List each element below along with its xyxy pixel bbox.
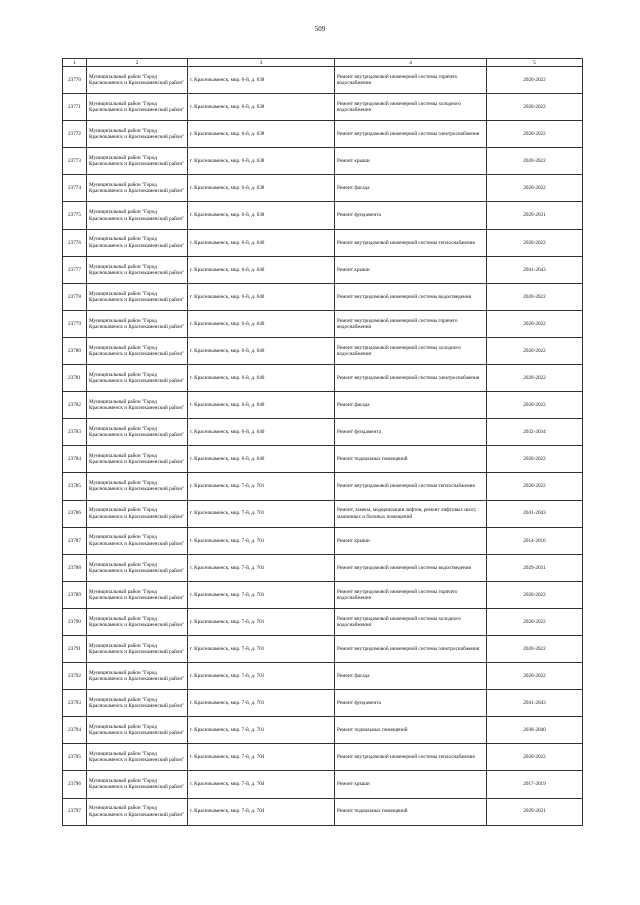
period-cell: 2020-2022	[487, 67, 583, 94]
row-number: 23770	[63, 67, 87, 94]
work-type-cell: Ремонт внутридомовой инженерной системы горячего водоснабжения	[335, 310, 487, 337]
address-cell: г. Краснокаменск, мкр. 7-й, д. 701	[188, 717, 335, 744]
address-cell: г. Краснокаменск, мкр. 6-й, д. 640	[188, 229, 335, 256]
address-cell: г. Краснокаменск, мкр. 7-й, д. 704	[188, 798, 335, 825]
period-cell: 2020-2022	[487, 365, 583, 392]
work-type-cell: Ремонт внутридомовой инженерной системы электроснабжения	[335, 635, 487, 662]
work-type-cell: Ремонт внутридомовой инженерной системы теплоснабжения	[335, 744, 487, 771]
address-cell: г. Краснокаменск, мкр. 7-й, д. 701	[188, 635, 335, 662]
work-type-cell: Ремонт внутридомовой инженерной системы электроснабжения	[335, 365, 487, 392]
period-cell: 2020-2022	[487, 608, 583, 635]
work-type-cell: Ремонт внутридомовой инженерной системы теплоснабжения	[335, 473, 487, 500]
row-number: 23782	[63, 392, 87, 419]
work-type-cell: Ремонт крыши	[335, 256, 487, 283]
period-cell: 2020-2022	[487, 148, 583, 175]
municipality-cell: Муниципальный район "Город Краснокаменск и Краснокаменский район"	[87, 554, 188, 581]
work-type-cell: Ремонт внутридомовой инженерной системы холодного водоснабжения	[335, 337, 487, 364]
municipality-cell: Муниципальный район "Город Краснокаменск и Краснокаменский район"	[87, 500, 188, 527]
municipality-cell: Муниципальный район "Город Краснокаменск и Краснокаменский район"	[87, 337, 188, 364]
row-number: 23772	[63, 121, 87, 148]
table-row	[63, 392, 583, 419]
table-row	[63, 608, 583, 635]
column-header: 5	[487, 59, 583, 67]
table-row	[63, 554, 583, 581]
row-number: 23779	[63, 310, 87, 337]
table-row	[63, 310, 583, 337]
work-type-cell: Ремонт подвальных помещений	[335, 446, 487, 473]
table-body	[63, 67, 583, 826]
table-row	[63, 798, 583, 825]
row-number: 23771	[63, 94, 87, 121]
period-cell: 2020-2022	[487, 392, 583, 419]
municipality-cell: Муниципальный район "Город Краснокаменск и Краснокаменский район"	[87, 175, 188, 202]
table-row	[63, 419, 583, 446]
table-row	[63, 229, 583, 256]
period-cell: 2032-2034	[487, 419, 583, 446]
municipality-cell: Муниципальный район "Город Краснокаменск и Краснокаменский район"	[87, 256, 188, 283]
municipality-cell: Муниципальный район "Город Краснокаменск и Краснокаменский район"	[87, 771, 188, 798]
work-type-cell: Ремонт внутридомовой инженерной системы водоотведения	[335, 554, 487, 581]
municipality-cell: Муниципальный район "Город Краснокаменск и Краснокаменский район"	[87, 473, 188, 500]
address-cell: г. Краснокаменск, мкр. 6-й, д. 640	[188, 337, 335, 364]
period-cell: 2020-2022	[487, 229, 583, 256]
row-number: 23792	[63, 663, 87, 690]
address-cell: г. Краснокаменск, мкр. 6-й, д. 640	[188, 419, 335, 446]
period-cell: 2020-2022	[487, 121, 583, 148]
table-row	[63, 256, 583, 283]
period-cell: 2041-2043	[487, 256, 583, 283]
work-type-cell: Ремонт, замена, модернизация лифтов, ремонт лифтовых шахт, машинных и блочных помещений	[335, 500, 487, 527]
table-row	[63, 635, 583, 662]
period-cell: 2041-2043	[487, 690, 583, 717]
table-row	[63, 581, 583, 608]
municipality-cell: Муниципальный район "Город Краснокаменск и Краснокаменский район"	[87, 283, 188, 310]
work-type-cell: Ремонт крыши	[335, 771, 487, 798]
work-type-cell: Ремонт фасада	[335, 663, 487, 690]
table-row	[63, 771, 583, 798]
work-type-cell: Ремонт подвальных помещений	[335, 717, 487, 744]
row-number: 23784	[63, 446, 87, 473]
work-type-cell: Ремонт фасада	[335, 392, 487, 419]
municipality-cell: Муниципальный район "Город Краснокаменск и Краснокаменский район"	[87, 581, 188, 608]
municipality-cell: Муниципальный район "Город Краснокаменск и Краснокаменский район"	[87, 365, 188, 392]
period-cell: 2020-2022	[487, 744, 583, 771]
address-cell: г. Краснокаменск, мкр. 7-й, д. 701	[188, 500, 335, 527]
address-cell: г. Краснокаменск, мкр. 6-й, д. 640	[188, 310, 335, 337]
municipality-cell: Муниципальный район "Город Краснокаменск и Краснокаменский район"	[87, 202, 188, 229]
work-type-cell: Ремонт фундамента	[335, 419, 487, 446]
work-type-cell: Ремонт внутридомовой инженерной системы теплоснабжения	[335, 229, 487, 256]
row-number: 23778	[63, 283, 87, 310]
table-row	[63, 94, 583, 121]
address-cell: г. Краснокаменск, мкр. 7-й, д. 701	[188, 527, 335, 554]
period-cell: 2020-2022	[487, 473, 583, 500]
page-number: 509	[314, 25, 326, 33]
period-cell: 2020-2022	[487, 635, 583, 662]
table-row	[63, 744, 583, 771]
period-cell: 2020-2022	[487, 581, 583, 608]
address-cell: г. Краснокаменск, мкр. 7-й, д. 701	[188, 581, 335, 608]
period-cell: 2020-2022	[487, 283, 583, 310]
municipality-cell: Муниципальный район "Город Краснокаменск и Краснокаменский район"	[87, 717, 188, 744]
municipality-cell: Муниципальный район "Город Краснокаменск и Краснокаменский район"	[87, 229, 188, 256]
row-number: 23775	[63, 202, 87, 229]
column-header: 2	[87, 59, 188, 67]
address-cell: г. Краснокаменск, мкр. 6-й, д. 638	[188, 175, 335, 202]
address-cell: г. Краснокаменск, мкр. 7-й, д. 704	[188, 771, 335, 798]
table-row	[63, 500, 583, 527]
row-number: 23780	[63, 337, 87, 364]
column-header: 4	[335, 59, 487, 67]
period-cell: 2014-2016	[487, 527, 583, 554]
address-cell: г. Краснокаменск, мкр. 6-й, д. 640	[188, 256, 335, 283]
table-row	[63, 175, 583, 202]
period-cell: 2020-2022	[487, 446, 583, 473]
address-cell: г. Краснокаменск, мкр. 6-й, д. 638	[188, 67, 335, 94]
municipality-cell: Муниципальный район "Город Краснокаменск и Краснокаменский район"	[87, 608, 188, 635]
capital-repair-table	[62, 58, 583, 826]
row-number: 23793	[63, 690, 87, 717]
row-number: 23787	[63, 527, 87, 554]
work-type-cell: Ремонт внутридомовой инженерной системы горячего водоснабжения	[335, 581, 487, 608]
address-cell: г. Краснокаменск, мкр. 6-й, д. 638	[188, 121, 335, 148]
table-row	[63, 527, 583, 554]
table-row	[63, 717, 583, 744]
municipality-cell: Муниципальный район "Город Краснокаменск и Краснокаменский район"	[87, 67, 188, 94]
row-number: 23788	[63, 554, 87, 581]
work-type-cell: Ремонт внутридомовой инженерной системы горячего водоснабжения	[335, 67, 487, 94]
period-cell: 2029-2031	[487, 554, 583, 581]
table-row	[63, 337, 583, 364]
table-row	[63, 446, 583, 473]
work-type-cell: Ремонт подвальных помещений	[335, 798, 487, 825]
period-cell: 2020-2022	[487, 663, 583, 690]
column-header: 1	[63, 59, 87, 67]
period-cell: 2017-2019	[487, 771, 583, 798]
address-cell: г. Краснокаменск, мкр. 7-й, д. 701	[188, 473, 335, 500]
table-row	[63, 67, 583, 94]
municipality-cell: Муниципальный район "Город Краснокаменск и Краснокаменский район"	[87, 446, 188, 473]
table-row	[63, 202, 583, 229]
work-type-cell: Ремонт фундамента	[335, 202, 487, 229]
address-cell: г. Краснокаменск, мкр. 7-й, д. 701	[188, 608, 335, 635]
row-number: 23786	[63, 500, 87, 527]
period-cell: 2020-2022	[487, 337, 583, 364]
address-cell: г. Краснокаменск, мкр. 6-й, д. 638	[188, 94, 335, 121]
row-number: 23776	[63, 229, 87, 256]
municipality-cell: Муниципальный район "Город Краснокаменск и Краснокаменский район"	[87, 419, 188, 446]
row-number: 23789	[63, 581, 87, 608]
period-cell: 2020-2022	[487, 94, 583, 121]
row-number: 23794	[63, 717, 87, 744]
table-row	[63, 663, 583, 690]
row-number: 23781	[63, 365, 87, 392]
address-cell: г. Краснокаменск, мкр. 6-й, д. 640	[188, 283, 335, 310]
work-type-cell: Ремонт крыши	[335, 148, 487, 175]
work-type-cell: Ремонт фасада	[335, 175, 487, 202]
municipality-cell: Муниципальный район "Город Краснокаменск и Краснокаменский район"	[87, 148, 188, 175]
table-row	[63, 690, 583, 717]
period-cell: 2029-2031	[487, 202, 583, 229]
period-cell: 2041-2043	[487, 500, 583, 527]
row-number: 23777	[63, 256, 87, 283]
period-cell: 2020-2022	[487, 310, 583, 337]
row-number: 23796	[63, 771, 87, 798]
row-number: 23795	[63, 744, 87, 771]
table-row	[63, 121, 583, 148]
municipality-cell: Муниципальный район "Город Краснокаменск и Краснокаменский район"	[87, 798, 188, 825]
row-number: 23774	[63, 175, 87, 202]
address-cell: г. Краснокаменск, мкр. 7-й, д. 704	[188, 744, 335, 771]
municipality-cell: Муниципальный район "Город Краснокаменск и Краснокаменский район"	[87, 310, 188, 337]
municipality-cell: Муниципальный район "Город Краснокаменск и Краснокаменский район"	[87, 392, 188, 419]
row-number: 23791	[63, 635, 87, 662]
municipality-cell: Муниципальный район "Город Краснокаменск и Краснокаменский район"	[87, 94, 188, 121]
table-row	[63, 283, 583, 310]
address-cell: г. Краснокаменск, мкр. 6-й, д. 638	[188, 202, 335, 229]
row-number: 23773	[63, 148, 87, 175]
address-cell: г. Краснокаменск, мкр. 7-й, д. 701	[188, 690, 335, 717]
work-type-cell: Ремонт крыши	[335, 527, 487, 554]
municipality-cell: Муниципальный район "Город Краснокаменск и Краснокаменский район"	[87, 635, 188, 662]
column-number-row	[63, 59, 583, 67]
column-header: 3	[188, 59, 335, 67]
table-row	[63, 365, 583, 392]
municipality-cell: Муниципальный район "Город Краснокаменск и Краснокаменский район"	[87, 663, 188, 690]
address-cell: г. Краснокаменск, мкр. 6-й, д. 640	[188, 446, 335, 473]
row-number: 23783	[63, 419, 87, 446]
work-type-cell: Ремонт внутридомовой инженерной системы электроснабжения	[335, 121, 487, 148]
municipality-cell: Муниципальный район "Город Краснокаменск и Краснокаменский район"	[87, 527, 188, 554]
municipality-cell: Муниципальный район "Город Краснокаменск и Краснокаменский район"	[87, 121, 188, 148]
period-cell: 2029-2031	[487, 798, 583, 825]
address-cell: г. Краснокаменск, мкр. 6-й, д. 638	[188, 148, 335, 175]
municipality-cell: Муниципальный район "Город Краснокаменск и Краснокаменский район"	[87, 690, 188, 717]
row-number: 23790	[63, 608, 87, 635]
table-row	[63, 148, 583, 175]
municipality-cell: Муниципальный район "Город Краснокаменск и Краснокаменский район"	[87, 744, 188, 771]
address-cell: г. Краснокаменск, мкр. 6-й, д. 640	[188, 365, 335, 392]
table-row	[63, 473, 583, 500]
address-cell: г. Краснокаменск, мкр. 7-й, д. 701	[188, 554, 335, 581]
period-cell: 2020-2022	[487, 175, 583, 202]
address-cell: г. Краснокаменск, мкр. 6-й, д. 640	[188, 392, 335, 419]
work-type-cell: Ремонт внутридомовой инженерной системы холодного водоснабжения	[335, 608, 487, 635]
row-number: 23797	[63, 798, 87, 825]
work-type-cell: Ремонт внутридомовой инженерной системы водоотведения	[335, 283, 487, 310]
row-number: 23785	[63, 473, 87, 500]
period-cell: 2038-2040	[487, 717, 583, 744]
work-type-cell: Ремонт внутридомовой инженерной системы холодного водоснабжения	[335, 94, 487, 121]
address-cell: г. Краснокаменск, мкр. 7-й, д. 701	[188, 663, 335, 690]
work-type-cell: Ремонт фундамента	[335, 690, 487, 717]
